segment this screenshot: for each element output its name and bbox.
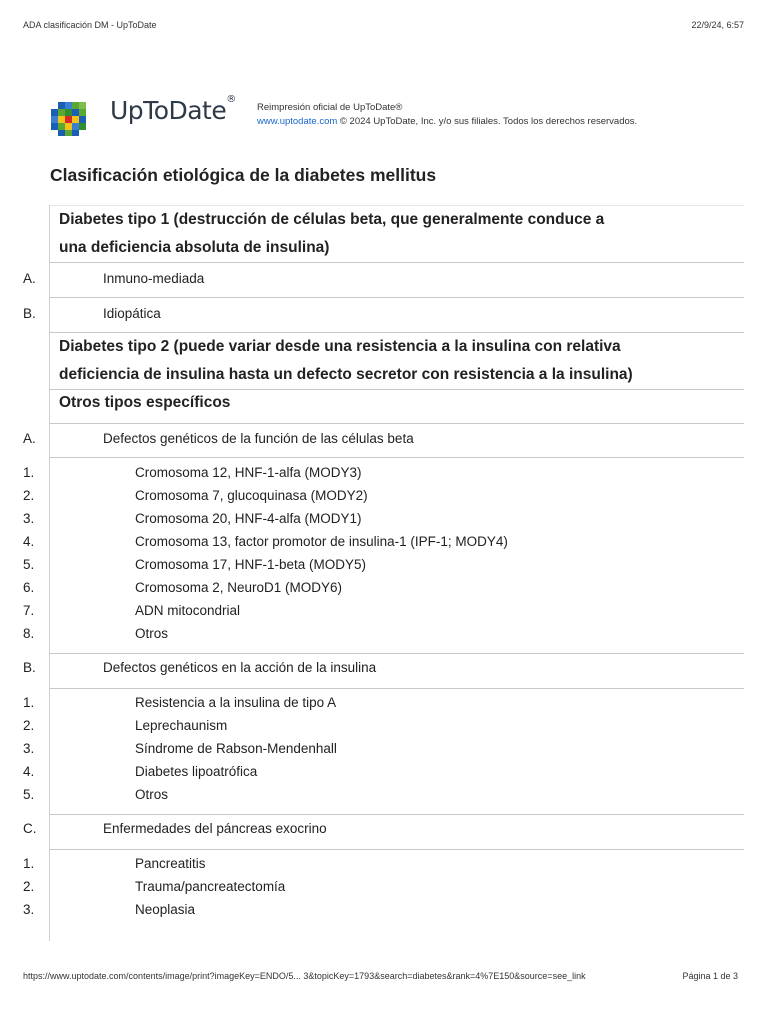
reprint-notice <box>257 101 637 129</box>
heading-line: deficiencia de insulina hasta un defecto secretor con resistencia a la insulina) <box>59 366 633 383</box>
item-text: Otros <box>135 787 169 802</box>
heading-line: Diabetes tipo 2 (puede variar desde una resistencia a la insulina con relativa <box>59 338 621 355</box>
item-marker: 4. <box>23 764 35 779</box>
heading-line: una deficiencia absoluta de insulina) <box>59 239 330 256</box>
item-marker: 2. <box>23 718 35 733</box>
item-text: Pancreatitis <box>135 856 206 871</box>
item-text: ADN mitocondrial <box>135 603 241 618</box>
section-heading-type1 <box>59 206 659 262</box>
print-footer-url: https://www.uptodate.com/contents/image/print?imageKey=ENDO/5... 3&topicKey=1793&search=diabetes&rank=4%7E150&source=see_link <box>23 971 586 981</box>
reprint-line-2 <box>257 115 637 129</box>
item-text: Cromosoma 2, NeuroD1 (MODY6) <box>135 580 343 595</box>
item-marker: A. <box>23 431 36 446</box>
item-text: Trauma/pancreatectomía <box>135 879 286 894</box>
divider <box>50 814 744 815</box>
divider <box>50 653 744 654</box>
section-heading-type2 <box>59 333 659 389</box>
section-heading-other: Otros tipos específicos <box>59 394 231 411</box>
item-marker: 5. <box>23 557 35 572</box>
item-text: Cromosoma 17, HNF-1-beta (MODY5) <box>135 557 367 572</box>
reprint-line-1: Reimpresión oficial de UpToDate® <box>257 102 403 113</box>
item-marker: 4. <box>23 534 35 549</box>
uptodate-logo-icon <box>50 98 92 138</box>
divider <box>50 688 744 689</box>
uptodate-wordmark-text: UpToDate <box>110 96 227 125</box>
item-marker: 8. <box>23 626 35 641</box>
print-header-datetime: 22/9/24, 6:57 <box>691 20 744 30</box>
item-text: Defectos genéticos de la función de las células beta <box>103 431 414 446</box>
item-marker: 3. <box>23 511 35 526</box>
item-text: Diabetes lipoatrófica <box>135 764 258 779</box>
item-text: Defectos genéticos en la acción de la insulina <box>103 660 377 675</box>
item-marker: 7. <box>23 603 35 618</box>
registered-mark: ® <box>226 94 236 105</box>
table-left-border <box>49 205 50 941</box>
item-marker: C. <box>23 821 37 836</box>
divider <box>50 297 744 298</box>
item-text: Idiopática <box>103 306 161 321</box>
uptodate-link[interactable]: www.uptodate.com <box>257 116 338 127</box>
item-marker: 1. <box>23 695 35 710</box>
item-marker: 2. <box>23 879 35 894</box>
item-marker: 2. <box>23 488 35 503</box>
copyright-text: © 2024 UpToDate, Inc. y/o sus filiales. Todos los derechos reservados. <box>337 116 638 127</box>
divider <box>50 262 744 263</box>
uptodate-logo <box>50 96 250 140</box>
item-text: Cromosoma 7, glucoquinasa (MODY2) <box>135 488 368 503</box>
item-marker: 5. <box>23 787 35 802</box>
uptodate-wordmark <box>110 96 236 125</box>
item-marker: B. <box>23 306 36 321</box>
divider <box>50 423 744 424</box>
print-header-title: ADA clasificación DM - UpToDate <box>23 20 157 30</box>
print-footer-page: Página 1 de 3 <box>682 971 738 981</box>
item-text: Cromosoma 13, factor promotor de insulina-1 (IPF-1; MODY4) <box>135 534 508 549</box>
item-text: Inmuno-mediada <box>103 271 205 286</box>
item-text: Síndrome de Rabson-Mendenhall <box>135 741 337 756</box>
heading-line: Diabetes tipo 1 (destrucción de células beta, que generalmente conduce a <box>59 211 605 228</box>
item-text: Resistencia a la insulina de tipo A <box>135 695 337 710</box>
item-marker: A. <box>23 271 36 286</box>
item-marker: 3. <box>23 902 35 917</box>
divider <box>50 849 744 850</box>
item-marker: 6. <box>23 580 35 595</box>
divider <box>50 457 744 458</box>
item-marker: B. <box>23 660 36 675</box>
item-marker: 1. <box>23 465 35 480</box>
item-text: Otros <box>135 626 169 641</box>
item-text: Cromosoma 20, HNF-4-alfa (MODY1) <box>135 511 362 526</box>
item-text: Cromosoma 12, HNF-1-alfa (MODY3) <box>135 465 362 480</box>
item-marker: 3. <box>23 741 35 756</box>
item-text: Neoplasia <box>135 902 196 917</box>
item-text: Leprechaunism <box>135 718 228 733</box>
item-text: Enfermedades del páncreas exocrino <box>103 821 327 836</box>
page-title: Clasificación etiológica de la diabetes mellitus <box>50 165 437 185</box>
item-marker: 1. <box>23 856 35 871</box>
